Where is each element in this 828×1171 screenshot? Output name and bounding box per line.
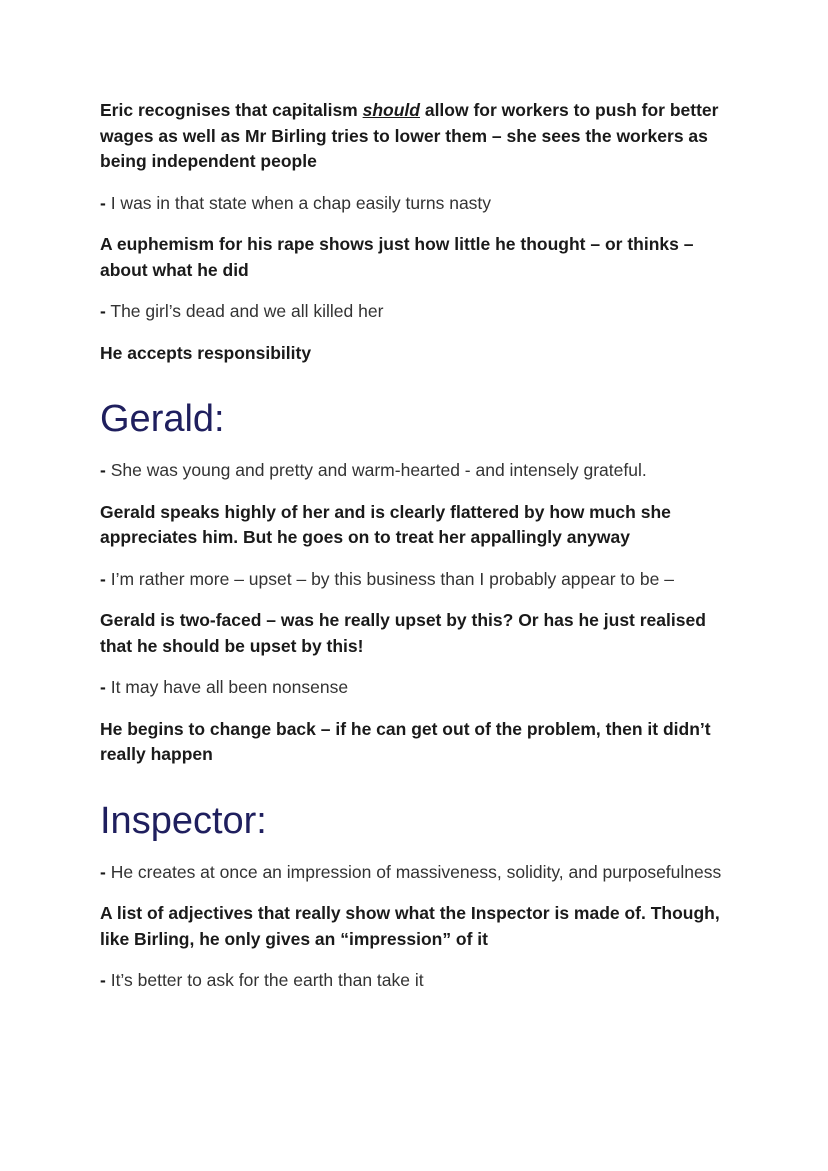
gerald-heading: Gerald: [100,398,225,440]
emphasis-text: should [362,100,420,120]
eric-quote-1 [100,191,740,217]
gerald-quote-3 [100,675,740,701]
quote-text: He creates at once an impression of massiveness, solidity, and purposefulness [110,861,722,882]
eric-quote-2 [100,299,740,325]
quote-dash: - [100,568,106,589]
gerald-quote-1 [100,458,740,484]
quote-dash: - [100,192,106,213]
gerald-quote-2 [100,567,740,593]
eric-analysis-1 [100,98,740,175]
eric-analysis-3: He accepts responsibility [100,342,312,363]
quote-text: She was young and pretty and warm-hearted - and intensely grateful. [110,460,647,480]
quote-dash: - [100,460,106,480]
document-page [100,98,740,1010]
quote-text: I’m rather more – upset – by this business than I probably appear to be – [110,568,674,589]
quote-text: I was in that state when a chap easily turns nasty [110,192,492,213]
quote-dash: - [100,861,106,882]
quote-dash: - [100,301,106,321]
inspector-analysis-1: A list of adjectives that really show what the Inspector is made of. Though, like Birling, he only gives an “impression” of it [100,903,720,949]
inspector-quote-1 [100,860,740,886]
eric-analysis-2: A euphemism for his rape shows just how little he thought – or thinks – about what he did [100,234,694,280]
analysis-text: Eric recognises that capitalism [100,100,363,120]
inspector-heading: Inspector: [100,799,267,842]
quote-text: It may have all been nonsense [110,677,349,697]
analysis-text: allow for workers to push for better wages as well as Mr Birling tries to lower them – she sees the workers as being independent people [100,100,719,171]
quote-text: The girl’s dead and we all killed her [110,301,384,321]
quote-dash: - [100,677,106,697]
quote-dash: - [100,970,106,990]
gerald-analysis-3: He begins to change back – if he can get out of the problem, then it didn’t really happen [100,718,711,764]
gerald-analysis-2: Gerald is two-faced – was he really upset by this? Or has he just realised that he should be upset by this! [100,610,706,656]
inspector-quote-2 [100,968,740,994]
gerald-analysis-1: Gerald speaks highly of her and is clearly flattered by how much she appreciates him. But he goes on to treat her appallingly anyway [100,501,671,547]
quote-text: It’s better to ask for the earth than take it [110,970,424,990]
